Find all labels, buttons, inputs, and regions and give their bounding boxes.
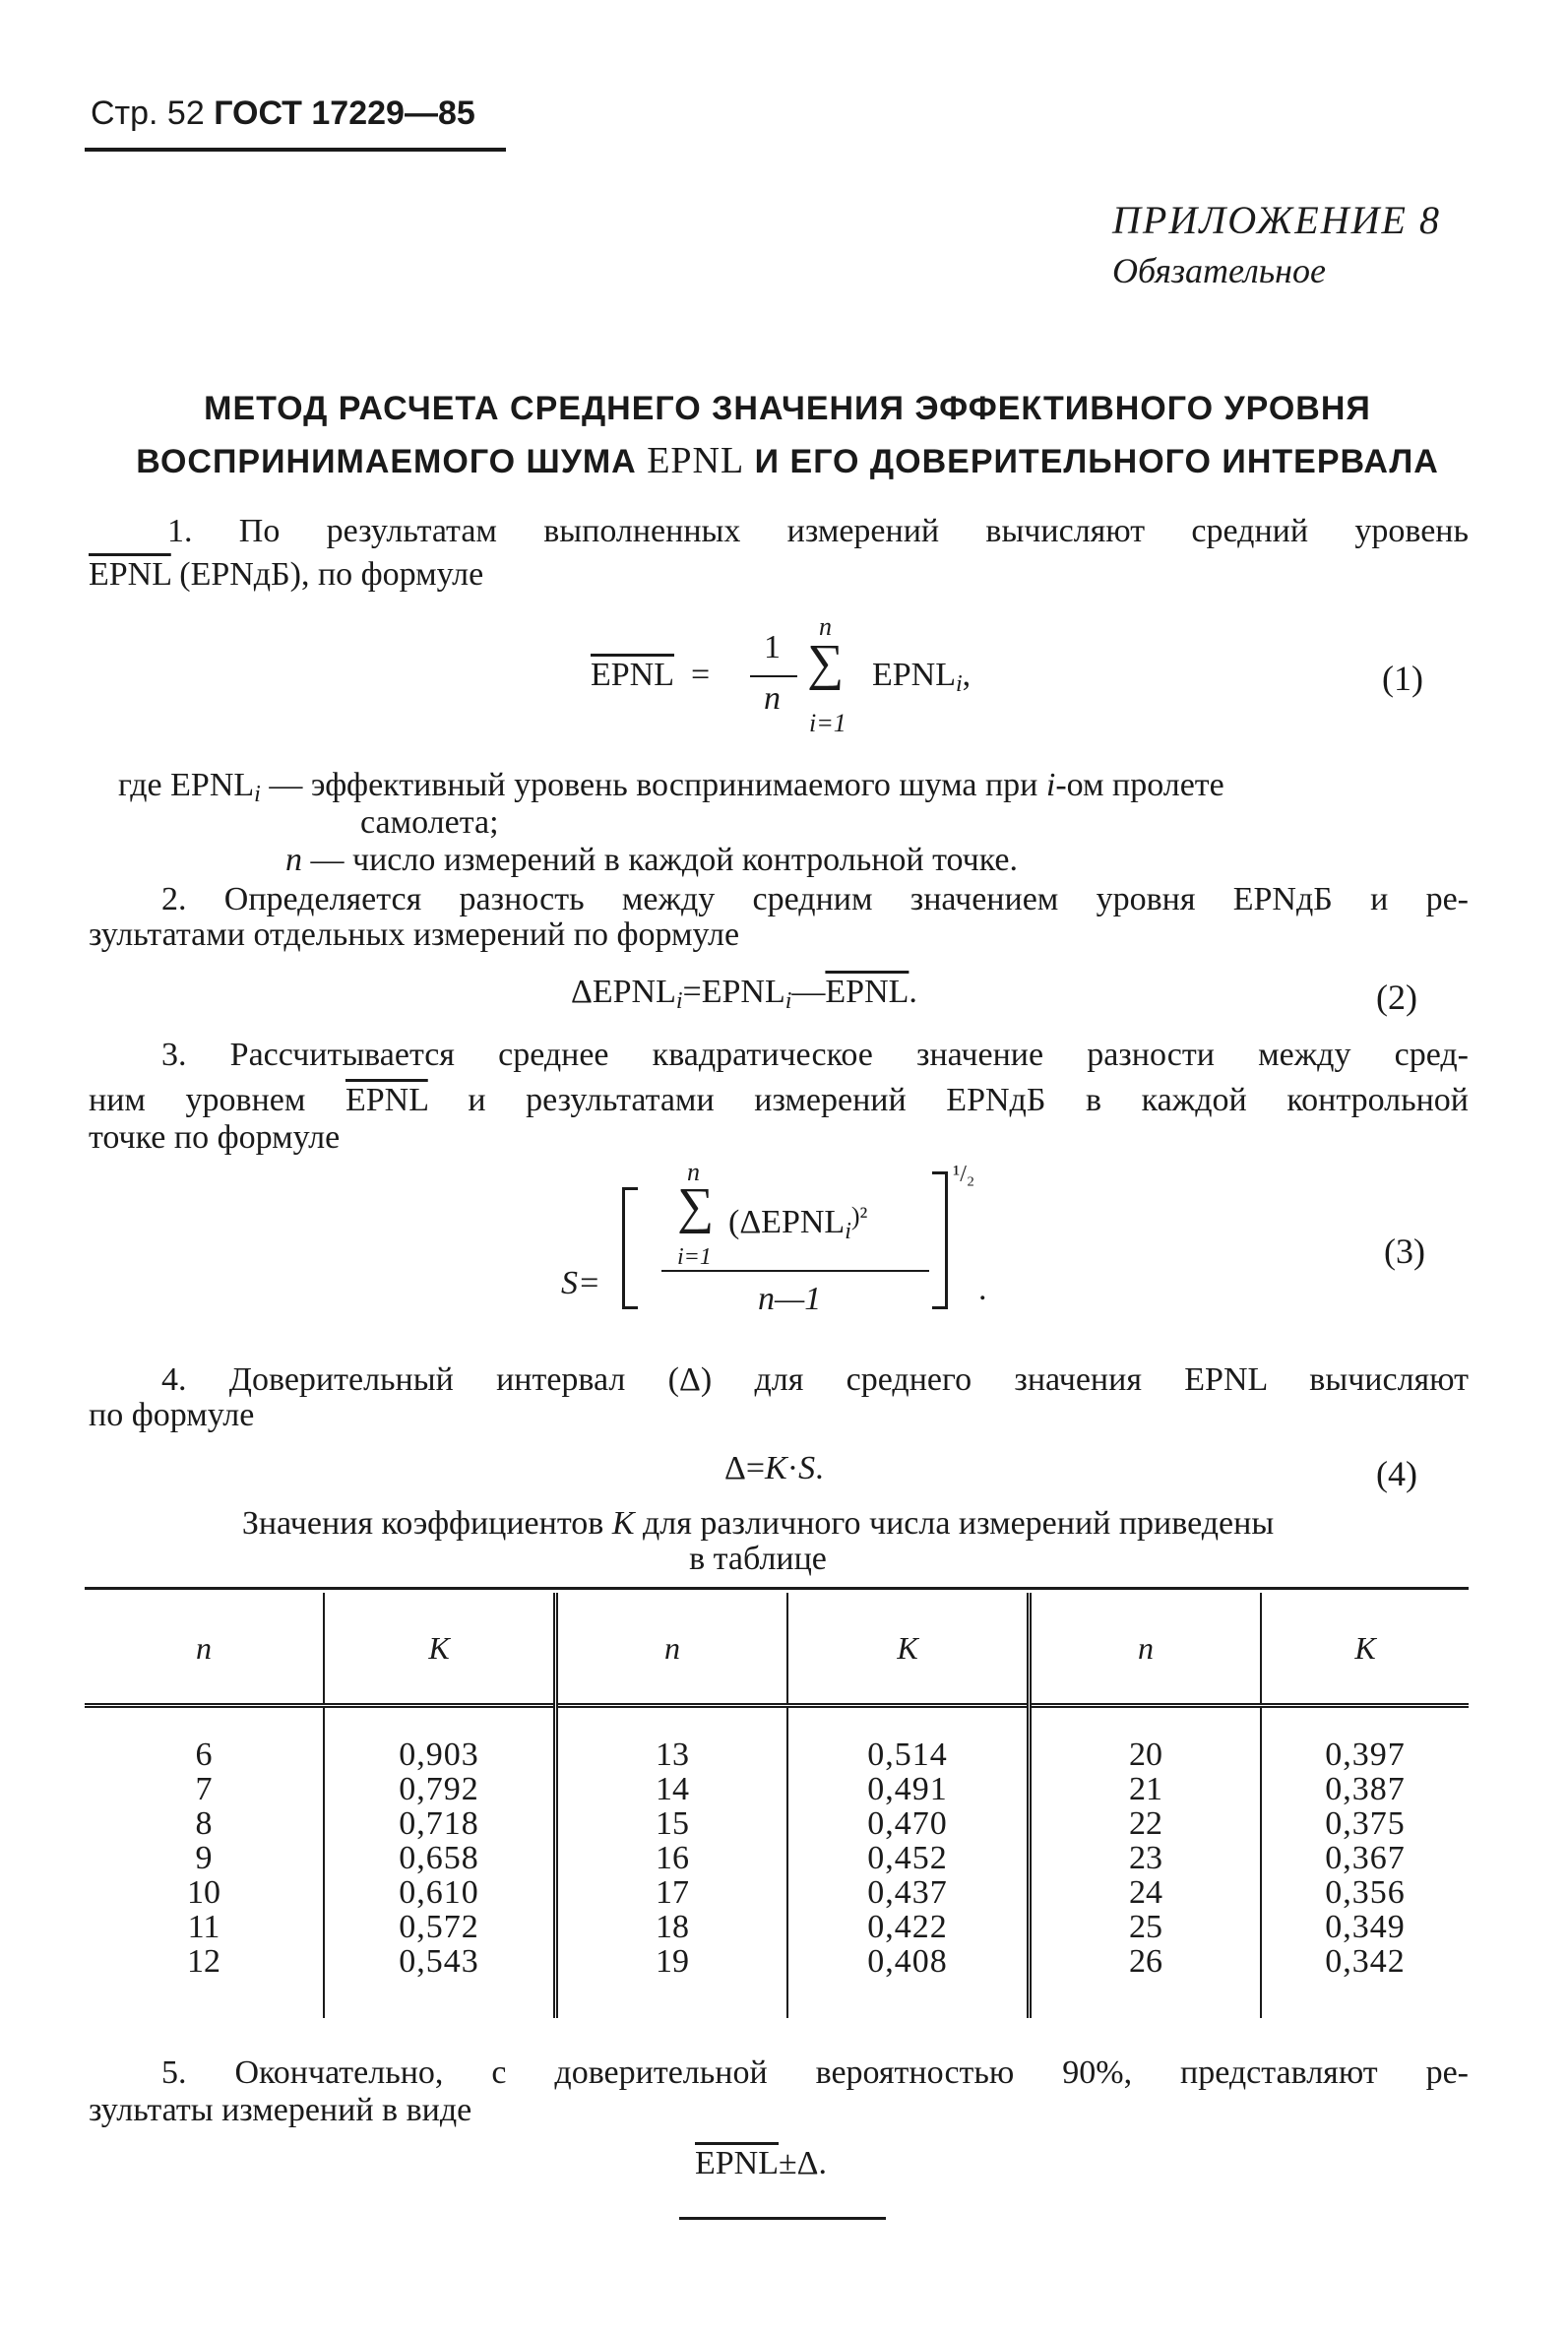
p4-line1: 4. Доверительный интервал (Δ) для среднего значения EPNL вычисляют (161, 1361, 1469, 1398)
n-column-1: 6 7 8 9 10 11 12 (85, 1706, 324, 2019)
p5-line2: зультаты измерений в виде (89, 2092, 472, 2128)
p1-line2: EPNL (EPNдБ), по формуле (89, 556, 484, 593)
fraction-bar (661, 1270, 929, 1272)
p2-line1: 2. Определяется разность между средним значением уровня EPNдБ и ре- (161, 881, 1469, 917)
p3-line2: ним уровнем EPNL и результатами измерений EPNдБ в каждой контрольной (89, 1082, 1470, 1118)
appendix-label: ПРИЛОЖЕНИЕ 8 (1112, 198, 1441, 242)
header-rule (85, 148, 506, 152)
p2-line2: зультатами отдельных измерений по формуле (89, 916, 740, 953)
n-column-3: 20 21 22 23 24 25 26 (1030, 1706, 1262, 2019)
doc-title-line2: ВОСПРИНИМАЕМОГО ШУМА EPNL И ЕГО ДОВЕРИТЕЛЬНОГО ИНТЕРВАЛА (136, 440, 1439, 481)
equation-1: EPNL = 1 n n ∑ i=1 $EPNL_i$, (591, 612, 972, 737)
equation-3: S= n ∑ i=1 ($\Delta EPNL_i^{)^2}$ n—1 ¹/₂ . (561, 1158, 987, 1317)
final-expression: EPNL±Δ. (695, 2145, 828, 2181)
equation-4-number: (4) (1376, 1454, 1417, 1493)
header-n-3: n (1030, 1593, 1262, 1706)
table-top-rule (85, 1587, 1469, 1590)
table-caption-line1: Значения коэффициентов K для различного числа измерений приведены (241, 1505, 1275, 1542)
k-column-1: 0,903 0,792 0,718 0,658 0,610 0,572 0,543 (324, 1706, 556, 2019)
table-header-row (85, 1593, 1469, 1706)
equation-1-number: (1) (1382, 659, 1423, 698)
header-k-1: K (324, 1593, 556, 1706)
equation-3-number: (3) (1384, 1231, 1425, 1271)
equation-2: $\Delta EPNL_i=EPNL_i—EPNL$. (571, 974, 917, 1014)
header-k-2: K (787, 1593, 1030, 1706)
standard-code: ГОСТ 17229—85 (214, 95, 475, 132)
header-k-3: K (1354, 1629, 1376, 1666)
header-n-2: n (556, 1593, 788, 1706)
table-caption-line2: в таблице (689, 1541, 827, 1577)
equation-2-number: (2) (1376, 978, 1417, 1017)
p1-line1: 1. По результатам выполненных измерений вычисляют средний уровень (167, 513, 1469, 549)
k-column-2: 0,514 0,491 0,470 0,452 0,437 0,422 0,408 (787, 1706, 1030, 2019)
appendix-status: Обязательное (1112, 251, 1326, 290)
coefficients-table (85, 1593, 1469, 2018)
where-def-2: n — число измерений в каждой контрольной точке. (285, 842, 1018, 878)
page-number: Стр. 52 (91, 95, 205, 132)
header-n-1: n (85, 1593, 324, 1706)
end-rule (679, 2217, 886, 2220)
p3-line3: точке по формуле (89, 1119, 341, 1156)
fraction-bar (750, 675, 797, 677)
p4-line2: по формуле (89, 1397, 255, 1433)
right-bracket (945, 1171, 948, 1309)
where-def-1: где $EPNL_i$ — эффективный уровень воспринимаемого шума при i-ом пролете (118, 767, 1224, 807)
doc-title-line1: МЕТОД РАСЧЕТА СРЕДНЕГО ЗНАЧЕНИЯ ЭФФЕКТИВНОГО УРОВНЯ (204, 390, 1371, 427)
table-row (85, 1706, 1469, 2019)
k-column-3: 0,397 0,387 0,375 0,367 0,356 0,349 0,342 (1325, 1736, 1406, 1980)
page-header (91, 95, 475, 133)
where-def-1-cont: самолета; (360, 804, 499, 841)
p3-line1: 3. Рассчитывается среднее квадратическое значение разности между сред- (161, 1037, 1469, 1073)
equation-4: Δ=K·S. (724, 1450, 824, 1486)
left-bracket (622, 1187, 625, 1309)
n-column-2: 13 14 15 16 17 18 19 (556, 1706, 788, 2019)
p5-line1: 5. Окончательно, с доверительной вероятностью 90%, представляют ре- (161, 2054, 1469, 2091)
